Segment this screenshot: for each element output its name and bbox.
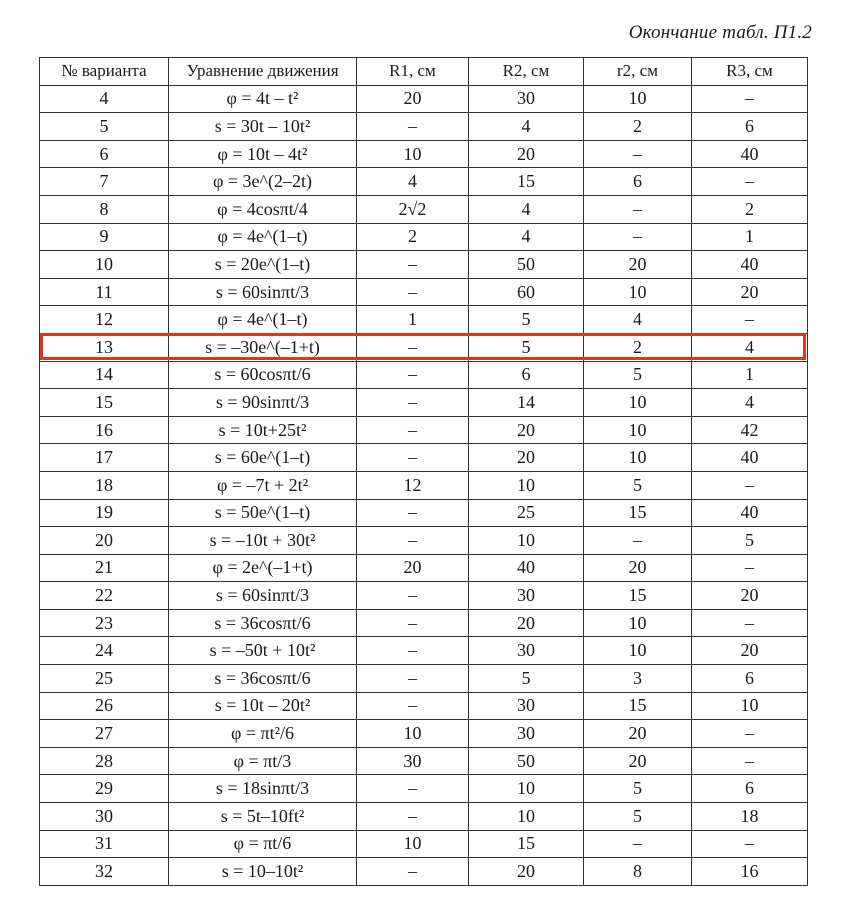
- table-row: [40, 582, 808, 610]
- cell-r2: 50: [469, 251, 584, 279]
- cell-r2: 20: [469, 444, 584, 472]
- cell-r1: –: [357, 251, 469, 279]
- cell-r2: 5: [469, 306, 584, 334]
- table-row: [40, 609, 808, 637]
- cell-r3: 6: [692, 775, 808, 803]
- cell-variant: 15: [40, 389, 169, 417]
- cell-small-r2: 10: [584, 637, 692, 665]
- table-row: [40, 830, 808, 858]
- cell-equation: s = –10t + 30t²: [169, 527, 357, 555]
- cell-variant: 4: [40, 85, 169, 113]
- cell-equation: φ = 4cosπt/4: [169, 195, 357, 223]
- cell-equation: φ = –7t + 2t²: [169, 471, 357, 499]
- table-row: [40, 389, 808, 417]
- cell-r2: 20: [469, 140, 584, 168]
- cell-r2: 4: [469, 223, 584, 251]
- cell-variant: 10: [40, 251, 169, 279]
- cell-equation: φ = 4e^(1–t): [169, 223, 357, 251]
- cell-variant: 8: [40, 195, 169, 223]
- table-row: [40, 858, 808, 886]
- table-row: [40, 471, 808, 499]
- cell-r2: 6: [469, 361, 584, 389]
- cell-r1: –: [357, 389, 469, 417]
- cell-small-r2: 5: [584, 471, 692, 499]
- cell-r2: 10: [469, 775, 584, 803]
- cell-variant: 30: [40, 803, 169, 831]
- cell-variant: 26: [40, 692, 169, 720]
- cell-r2: 5: [469, 665, 584, 693]
- table-row: [40, 278, 808, 306]
- cell-r1: –: [357, 775, 469, 803]
- cell-r2: 25: [469, 499, 584, 527]
- cell-small-r2: 3: [584, 665, 692, 693]
- cell-equation: s = 60e^(1–t): [169, 444, 357, 472]
- cell-small-r2: 5: [584, 361, 692, 389]
- cell-small-r2: 8: [584, 858, 692, 886]
- table-row: [40, 747, 808, 775]
- cell-small-r2: 20: [584, 554, 692, 582]
- table-row: [40, 168, 808, 196]
- cell-variant: 14: [40, 361, 169, 389]
- cell-r1: 2√2: [357, 195, 469, 223]
- cell-variant: 23: [40, 609, 169, 637]
- cell-small-r2: 6: [584, 168, 692, 196]
- cell-variant: 20: [40, 527, 169, 555]
- cell-r3: –: [692, 306, 808, 334]
- column-header-small-r2: r2, см: [584, 58, 692, 86]
- table-row: [40, 554, 808, 582]
- cell-r1: 10: [357, 830, 469, 858]
- cell-r1: –: [357, 637, 469, 665]
- cell-r3: –: [692, 830, 808, 858]
- cell-r3: 1: [692, 361, 808, 389]
- cell-r1: –: [357, 278, 469, 306]
- column-header-variant: № варианта: [40, 58, 169, 86]
- cell-r2: 15: [469, 168, 584, 196]
- cell-variant: 9: [40, 223, 169, 251]
- cell-variant: 27: [40, 720, 169, 748]
- cell-small-r2: –: [584, 830, 692, 858]
- cell-equation: s = 36cosπt/6: [169, 609, 357, 637]
- cell-r1: –: [357, 333, 469, 361]
- cell-r1: 1: [357, 306, 469, 334]
- cell-r3: –: [692, 609, 808, 637]
- cell-r1: 2: [357, 223, 469, 251]
- cell-r2: 30: [469, 720, 584, 748]
- cell-r3: 20: [692, 582, 808, 610]
- table-row: [40, 665, 808, 693]
- cell-equation: φ = 3e^(2–2t): [169, 168, 357, 196]
- cell-small-r2: 15: [584, 692, 692, 720]
- header-row: [40, 58, 808, 86]
- cell-variant: 25: [40, 665, 169, 693]
- cell-r3: –: [692, 720, 808, 748]
- cell-r3: –: [692, 747, 808, 775]
- cell-r2: 30: [469, 637, 584, 665]
- table-row: [40, 113, 808, 141]
- cell-r2: 10: [469, 527, 584, 555]
- cell-small-r2: –: [584, 195, 692, 223]
- cell-variant: 31: [40, 830, 169, 858]
- cell-r2: 30: [469, 85, 584, 113]
- table-row: [40, 195, 808, 223]
- cell-equation: s = 10t+25t²: [169, 416, 357, 444]
- cell-equation: s = –30e^(–1+t): [169, 333, 357, 361]
- cell-variant: 7: [40, 168, 169, 196]
- cell-r1: –: [357, 609, 469, 637]
- cell-r2: 4: [469, 113, 584, 141]
- table-row: [40, 637, 808, 665]
- cell-r1: 4: [357, 168, 469, 196]
- cell-r1: –: [357, 803, 469, 831]
- cell-equation: φ = πt²/6: [169, 720, 357, 748]
- cell-variant: 12: [40, 306, 169, 334]
- cell-r3: 40: [692, 140, 808, 168]
- cell-equation: s = 10t – 20t²: [169, 692, 357, 720]
- cell-r2: 40: [469, 554, 584, 582]
- column-header-equation: Уравнение движения: [169, 58, 357, 86]
- cell-r3: –: [692, 168, 808, 196]
- cell-equation: s = 50e^(1–t): [169, 499, 357, 527]
- cell-r2: 20: [469, 858, 584, 886]
- cell-variant: 28: [40, 747, 169, 775]
- cell-small-r2: 5: [584, 775, 692, 803]
- cell-equation: φ = 4e^(1–t): [169, 306, 357, 334]
- cell-r2: 20: [469, 416, 584, 444]
- cell-small-r2: –: [584, 223, 692, 251]
- cell-r2: 5: [469, 333, 584, 361]
- variants-table: [39, 57, 808, 886]
- cell-variant: 11: [40, 278, 169, 306]
- cell-equation: s = 60cosπt/6: [169, 361, 357, 389]
- cell-r2: 14: [469, 389, 584, 417]
- cell-equation: s = 60sinπt/3: [169, 278, 357, 306]
- cell-variant: 6: [40, 140, 169, 168]
- cell-r3: 6: [692, 665, 808, 693]
- cell-r2: 4: [469, 195, 584, 223]
- cell-small-r2: 20: [584, 747, 692, 775]
- cell-equation: φ = πt/6: [169, 830, 357, 858]
- cell-equation: s = 36cosπt/6: [169, 665, 357, 693]
- cell-r2: 50: [469, 747, 584, 775]
- cell-small-r2: 10: [584, 278, 692, 306]
- table-row: [40, 803, 808, 831]
- cell-r3: 40: [692, 251, 808, 279]
- cell-r2: 30: [469, 692, 584, 720]
- cell-variant: 32: [40, 858, 169, 886]
- table-row: [40, 306, 808, 334]
- cell-r1: 12: [357, 471, 469, 499]
- cell-variant: 17: [40, 444, 169, 472]
- cell-r2: 30: [469, 582, 584, 610]
- cell-small-r2: –: [584, 140, 692, 168]
- cell-r1: –: [357, 361, 469, 389]
- table-row: [40, 499, 808, 527]
- cell-variant: 21: [40, 554, 169, 582]
- cell-small-r2: –: [584, 527, 692, 555]
- cell-equation: s = 60sinπt/3: [169, 582, 357, 610]
- cell-small-r2: 10: [584, 444, 692, 472]
- cell-equation: φ = 2e^(–1+t): [169, 554, 357, 582]
- cell-small-r2: 10: [584, 389, 692, 417]
- cell-r3: –: [692, 471, 808, 499]
- table-row: [40, 223, 808, 251]
- cell-small-r2: 10: [584, 85, 692, 113]
- cell-variant: 22: [40, 582, 169, 610]
- cell-variant: 16: [40, 416, 169, 444]
- table-row: [40, 140, 808, 168]
- cell-r1: –: [357, 113, 469, 141]
- cell-small-r2: 10: [584, 416, 692, 444]
- table-row: [40, 775, 808, 803]
- cell-r3: 20: [692, 278, 808, 306]
- cell-r3: 1: [692, 223, 808, 251]
- cell-small-r2: 20: [584, 251, 692, 279]
- table-row: [40, 85, 808, 113]
- table-row: [40, 333, 808, 361]
- cell-r2: 15: [469, 830, 584, 858]
- cell-r1: –: [357, 444, 469, 472]
- cell-r3: 2: [692, 195, 808, 223]
- cell-equation: s = 30t – 10t²: [169, 113, 357, 141]
- cell-r1: –: [357, 499, 469, 527]
- cell-r2: 60: [469, 278, 584, 306]
- cell-r1: 10: [357, 140, 469, 168]
- cell-r1: 10: [357, 720, 469, 748]
- table-row: [40, 251, 808, 279]
- cell-equation: s = –50t + 10t²: [169, 637, 357, 665]
- cell-variant: 19: [40, 499, 169, 527]
- cell-r3: 40: [692, 499, 808, 527]
- cell-r1: 20: [357, 85, 469, 113]
- cell-variant: 18: [40, 471, 169, 499]
- cell-r3: –: [692, 85, 808, 113]
- column-header-r1: R1, см: [357, 58, 469, 86]
- cell-small-r2: 2: [584, 333, 692, 361]
- cell-variant: 29: [40, 775, 169, 803]
- table-row: [40, 720, 808, 748]
- cell-small-r2: 10: [584, 609, 692, 637]
- cell-r2: 10: [469, 471, 584, 499]
- cell-small-r2: 2: [584, 113, 692, 141]
- cell-equation: s = 90sinπt/3: [169, 389, 357, 417]
- cell-r2: 20: [469, 609, 584, 637]
- column-header-r3: R3, см: [692, 58, 808, 86]
- cell-r1: –: [357, 527, 469, 555]
- column-header-r2: R2, см: [469, 58, 584, 86]
- cell-variant: 5: [40, 113, 169, 141]
- cell-r1: 30: [357, 747, 469, 775]
- cell-r1: –: [357, 582, 469, 610]
- cell-r1: –: [357, 416, 469, 444]
- cell-r3: 4: [692, 389, 808, 417]
- table-row: [40, 444, 808, 472]
- cell-r1: –: [357, 858, 469, 886]
- cell-r3: 20: [692, 637, 808, 665]
- cell-r3: 6: [692, 113, 808, 141]
- table-row: [40, 527, 808, 555]
- cell-small-r2: 5: [584, 803, 692, 831]
- cell-variant: 24: [40, 637, 169, 665]
- cell-small-r2: 15: [584, 499, 692, 527]
- cell-equation: s = 20e^(1–t): [169, 251, 357, 279]
- cell-r3: –: [692, 554, 808, 582]
- cell-small-r2: 20: [584, 720, 692, 748]
- cell-r3: 5: [692, 527, 808, 555]
- cell-r3: 42: [692, 416, 808, 444]
- cell-equation: s = 5t–10ft²: [169, 803, 357, 831]
- cell-r2: 10: [469, 803, 584, 831]
- cell-equation: φ = 4t – t²: [169, 85, 357, 113]
- cell-small-r2: 4: [584, 306, 692, 334]
- cell-r3: 4: [692, 333, 808, 361]
- cell-r1: –: [357, 692, 469, 720]
- cell-small-r2: 15: [584, 582, 692, 610]
- cell-variant: 13: [40, 333, 169, 361]
- cell-equation: s = 10–10t²: [169, 858, 357, 886]
- cell-equation: φ = πt/3: [169, 747, 357, 775]
- table-caption: Окончание табл. П1.2: [628, 22, 812, 43]
- cell-r3: 10: [692, 692, 808, 720]
- table-row: [40, 416, 808, 444]
- cell-r1: 20: [357, 554, 469, 582]
- cell-equation: s = 18sinπt/3: [169, 775, 357, 803]
- table-row: [40, 361, 808, 389]
- table-row: [40, 692, 808, 720]
- cell-r3: 18: [692, 803, 808, 831]
- cell-r3: 16: [692, 858, 808, 886]
- cell-r3: 40: [692, 444, 808, 472]
- cell-r1: –: [357, 665, 469, 693]
- cell-equation: φ = 10t – 4t²: [169, 140, 357, 168]
